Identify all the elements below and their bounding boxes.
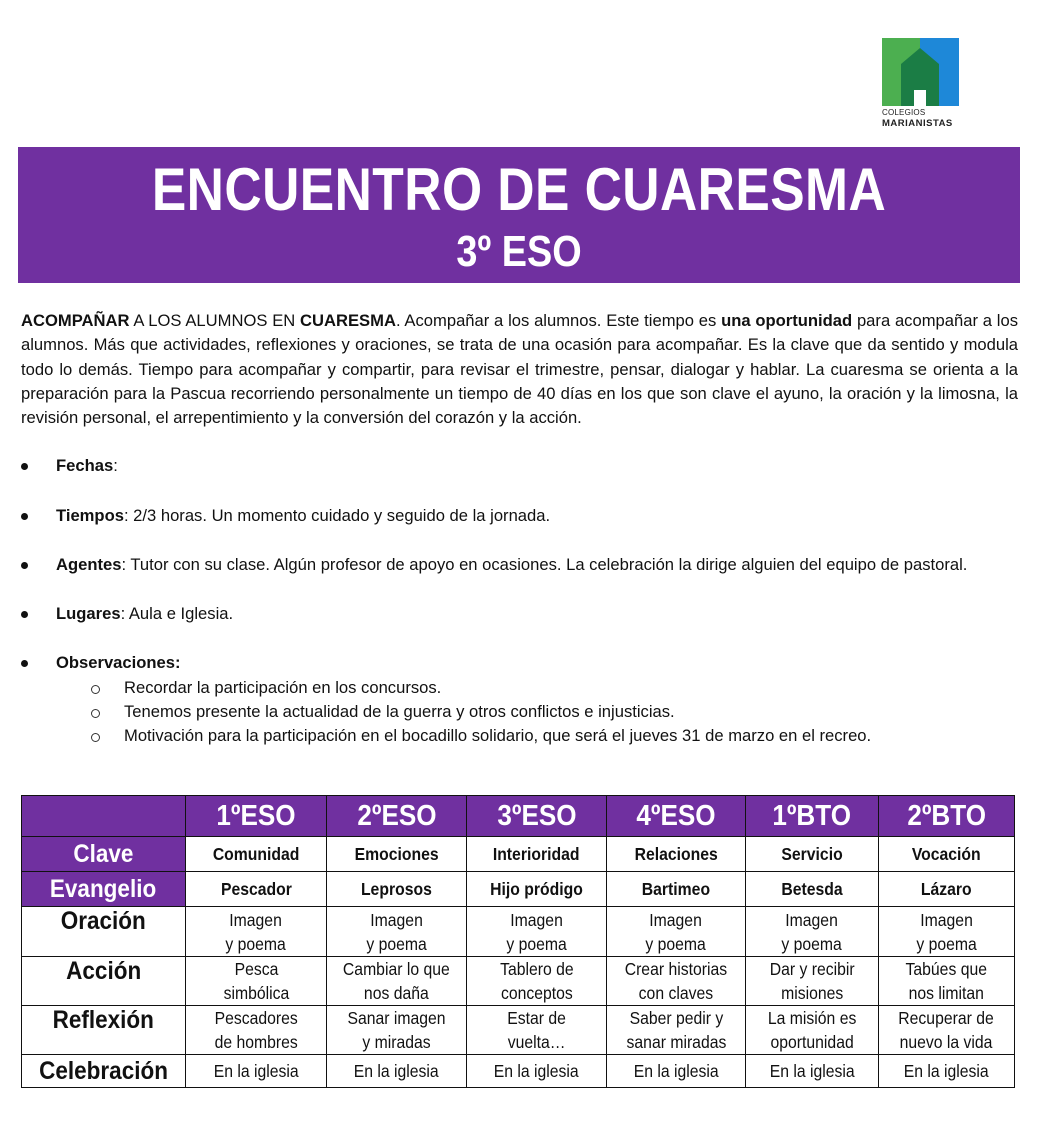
- table-cell: Relaciones: [607, 837, 746, 872]
- table-cell: En la iglesia: [879, 1055, 1015, 1088]
- table-cell: Recuperar de nuevo la vida: [879, 1006, 1015, 1055]
- table-cell: En la iglesia: [186, 1055, 327, 1088]
- table-cell: Interioridad: [467, 837, 607, 872]
- table-cell: Imagen y poema: [607, 907, 746, 957]
- bullet-icon: [21, 660, 28, 667]
- intro-text: A LOS ALUMNOS EN: [129, 311, 301, 330]
- table-cell: Emociones: [327, 837, 467, 872]
- intro-bold-acompanar: ACOMPAÑAR: [21, 311, 130, 330]
- logo-line2: MARIANISTAS: [882, 118, 953, 129]
- bullet-icon: [21, 562, 28, 569]
- table-cell: Estar de vuelta…: [467, 1006, 607, 1055]
- detail-label: Fechas: [56, 456, 114, 475]
- logo-house-icon: [882, 38, 959, 106]
- detail-label: Lugares: [56, 604, 121, 623]
- table-cell: Pesca simbólica: [186, 957, 327, 1006]
- table-cell: Dar y recibir misiones: [746, 957, 879, 1006]
- observacion-text: Tenemos presente la actualidad de la guerra y otros conflictos e injusticias.: [124, 702, 675, 721]
- detail-label: Agentes: [56, 555, 122, 574]
- row-header: Clave: [22, 837, 186, 872]
- detail-label: Observaciones: [56, 653, 175, 672]
- detail-label: Tiempos: [56, 506, 124, 525]
- table-cell: Betesda: [746, 872, 879, 907]
- column-header: 4ºESO: [607, 796, 746, 837]
- table-cell: Bartimeo: [607, 872, 746, 907]
- bullet-icon: [21, 611, 28, 618]
- column-header: 1ºESO: [186, 796, 327, 837]
- table-cell: Tabúes que nos limitan: [879, 957, 1015, 1006]
- table-cell: Imagen y poema: [327, 907, 467, 957]
- title-banner: [18, 147, 1020, 283]
- table-row-oracion: [22, 907, 1015, 957]
- table-cell: En la iglesia: [467, 1055, 607, 1088]
- intro-text: . Acompañar a los alumnos. Este tiempo es: [395, 311, 722, 330]
- detail-text: : Aula e Iglesia.: [120, 604, 234, 623]
- table-corner-cell: [22, 796, 186, 837]
- page-title: ENCUENTRO DE CUARESMA: [151, 156, 887, 223]
- column-header: 3ºESO: [467, 796, 607, 837]
- column-header: 2ºBTO: [879, 796, 1015, 837]
- row-header: Celebración: [22, 1055, 186, 1088]
- table-cell: Imagen y poema: [879, 907, 1015, 957]
- table-cell: Lázaro: [879, 872, 1015, 907]
- table-row-clave: [22, 837, 1015, 872]
- table-cell: Cambiar lo que nos daña: [327, 957, 467, 1006]
- circle-bullet-icon: [91, 733, 100, 742]
- table-cell: Leprosos: [327, 872, 467, 907]
- table-row-celebracion: [22, 1055, 1015, 1088]
- circle-bullet-icon: [91, 685, 100, 694]
- logo-line1: COLEGIOS: [882, 108, 926, 117]
- intro-bold-oportunidad: una oportunidad: [721, 311, 853, 330]
- column-header: 2ºESO: [327, 796, 467, 837]
- table-row-evangelio: [22, 872, 1015, 907]
- table-header-row: [22, 796, 1015, 837]
- detail-text: :: [113, 456, 118, 475]
- table-cell: Comunidad: [186, 837, 327, 872]
- page-subtitle: 3º ESO: [456, 227, 582, 276]
- table-cell: Tablero de conceptos: [467, 957, 607, 1006]
- table-cell: Servicio: [746, 837, 879, 872]
- table-cell: En la iglesia: [607, 1055, 746, 1088]
- table-cell: Sanar imagen y miradas: [327, 1006, 467, 1055]
- table-cell: Imagen y poema: [467, 907, 607, 957]
- colegios-marianistas-logo: [882, 38, 962, 133]
- intro-paragraph: [21, 309, 1018, 430]
- table-cell: Hijo pródigo: [467, 872, 607, 907]
- table-row-accion: [22, 957, 1015, 1006]
- row-header: Evangelio: [22, 872, 186, 907]
- table-cell: En la iglesia: [327, 1055, 467, 1088]
- row-header: Oración: [22, 907, 186, 957]
- table-cell: Pescador: [186, 872, 327, 907]
- bullet-icon: [21, 463, 28, 470]
- intro-text: para acompañar a los alumnos. Más que actividades, reflexiones y oraciones, se trata de una ocasión para acompañar. Es la clave que da sentido y modula todo lo demás. Tiempo para acompañar y compartir, para revisar el trimestre, pensar, dialogar y hablar. La cuaresma se orienta a la preparación para la Pascua recorriendo personalmente un tiempo de 40 días en los que son clave el ayuno, la oración y la limosna, la revisión personal, el arrepentimiento y la conversión del corazón y la acción.: [21, 311, 1018, 428]
- activities-table: [21, 795, 1015, 1088]
- table-cell: La misión es oportunidad: [746, 1006, 879, 1055]
- row-header: Reflexión: [22, 1006, 186, 1055]
- table-row-reflexion: [22, 1006, 1015, 1055]
- detail-text: : 2/3 horas. Un momento cuidado y seguido de la jornada.: [123, 506, 551, 525]
- bullet-icon: [21, 513, 28, 520]
- table-cell: Imagen y poema: [746, 907, 879, 957]
- table-cell: En la iglesia: [746, 1055, 879, 1088]
- table-cell: Crear historias con claves: [607, 957, 746, 1006]
- detail-text: :: [174, 653, 181, 672]
- intro-bold-cuaresma: CUARESMA: [300, 311, 396, 330]
- table-cell: Pescadores de hombres: [186, 1006, 327, 1055]
- observacion-text: Recordar la participación en los concursos.: [124, 678, 442, 697]
- row-header: Acción: [22, 957, 186, 1006]
- table-cell: Vocación: [879, 837, 1015, 872]
- circle-bullet-icon: [91, 709, 100, 718]
- column-header: 1ºBTO: [746, 796, 879, 837]
- table-cell: Imagen y poema: [186, 907, 327, 957]
- table-cell: Saber pedir y sanar miradas: [607, 1006, 746, 1055]
- observacion-text: Motivación para la participación en el bocadillo solidario, que será el jueves 31 de marzo en el recreo.: [124, 726, 872, 745]
- detail-text: : Tutor con su clase. Algún profesor de apoyo en ocasiones. La celebración la dirige alguien del equipo de pastoral.: [121, 555, 968, 574]
